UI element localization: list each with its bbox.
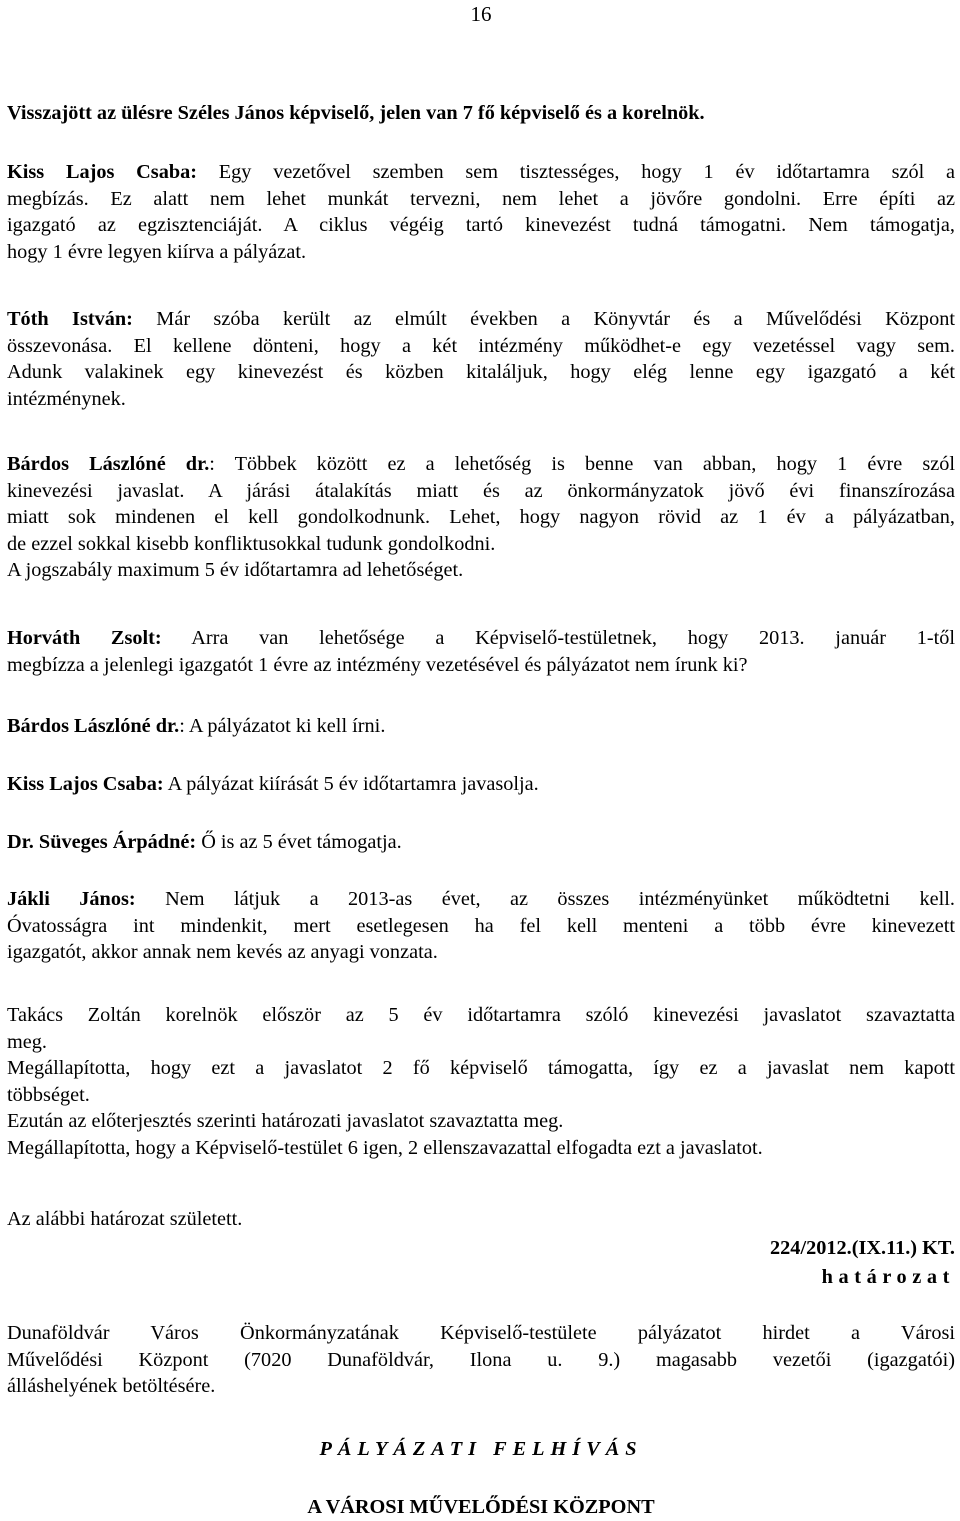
text-line: A jogszabály maximum 5 év időtartamra ad lehetőséget. xyxy=(7,559,464,581)
text-line: álláshelyének betöltésére. xyxy=(7,1375,216,1397)
speaker-name: Tóth István: xyxy=(7,308,133,330)
speaker-name: Jákli János: xyxy=(7,888,136,910)
text-line: megbízza a jelenlegi igazgatót 1 évre az intézmény vezetésével és pályázatot nem írunk ki? xyxy=(7,653,748,676)
text-line: igazgatót, akkor annak nem kevés az anyagi vonzata. xyxy=(7,941,438,963)
text-line: Megállapította, hogy ezt a javaslatot 2 fő képviselő támogatta, így ez a javaslat nem kapott xyxy=(7,1057,955,1079)
text-segment: : Többek között ez a lehetőség is benne van abban, hogy 1 évre szól xyxy=(209,453,955,475)
speaker-name: Bárdos Lászlóné dr. xyxy=(7,715,180,737)
text-segment: Már szóba került az elmúlt években a Könyvtár és a Művelődési Központ xyxy=(156,308,955,330)
text-line: Dunaföldvár Város Önkormányzatának Képviselő-testülete pályázatot hirdet a Városi xyxy=(7,1322,955,1344)
resolution-label: határozat xyxy=(821,1266,955,1288)
text-line: összevonása. El kellene dönteni, hogy a két intézmény működhet-e egy vezetéssel vagy sem. xyxy=(7,334,955,357)
speaker-name: Bárdos Lászlóné dr. xyxy=(7,453,210,475)
text-line: Takács Zoltán korelnök először az 5 év időtartamra szóló kinevezési javaslatot szavaztatta xyxy=(7,1004,955,1026)
text-line: Adunk valakinek egy kinevezést és közben kitaláljuk, hogy elég lenne egy igazgató a két xyxy=(7,361,955,383)
call-title: PÁLYÁZATI FELHÍVÁS xyxy=(319,1438,643,1460)
text-line: igazgató az egzisztenciáját. A ciklus végéig tartó kinevezést tudná támogatni. Nem támogatja, xyxy=(7,214,955,236)
speaker-name: Kiss Lajos Csaba: xyxy=(7,161,198,183)
text-line: Művelődési Központ (7020 Dunaföldvár, Ilona u. 9.) magasabb vezetői (igazgatói) xyxy=(7,1348,955,1371)
institution-title: A VÁROSI MŰVELŐDÉSI KÖZPONT xyxy=(307,1496,655,1518)
text-line: Visszajött az ülésre Széles János képviselő, jelen van 7 fő képviselő és a korelnök. xyxy=(7,102,705,124)
paragraph-resolution-intro xyxy=(7,1206,955,1233)
text-line: de ezzel sokkal kisebb konfliktusokkal tudunk gondolkodni. xyxy=(7,532,496,555)
paragraph-horvath xyxy=(7,625,955,678)
text-segment: Egy vezetővel szemben sem tisztességes, hogy 1 év időtartamra szól a xyxy=(218,161,955,183)
paragraph-suveges xyxy=(7,829,955,856)
text-segment: Ő is az 5 évet támogatja. xyxy=(201,831,402,853)
text-line: miatt sok mindenen el kell gondolkodnunk. Lehet, hogy nagyon rövid az 1 év a pályázatban, xyxy=(7,506,955,528)
paragraph-bardos-1 xyxy=(7,451,955,584)
speaker-name: Horváth Zsolt: xyxy=(7,627,162,649)
paragraph-jakli xyxy=(7,886,955,966)
text-line: meg. xyxy=(7,1030,47,1053)
paragraph-kiss-2 xyxy=(7,771,955,798)
text-line: Ezután az előterjesztés szerinti határozati javaslatot szavaztatta meg. xyxy=(7,1110,564,1132)
text-segment: Nem látjuk a 2013-as évet, az összes intézményünket működtetni kell. xyxy=(165,888,955,910)
paragraph-call xyxy=(7,1320,955,1400)
paragraph-bardos-2 xyxy=(7,713,955,740)
text-line: Megállapította, hogy a Képviselő-testület 6 igen, 2 ellenszavazattal elfogadta ezt a javaslatot. xyxy=(7,1136,763,1159)
page-number: 16 xyxy=(470,2,492,26)
text-segment: Arra van lehetősége a Képviselő-testületnek, hogy 2013. január 1-től xyxy=(191,627,955,649)
text-line: többséget. xyxy=(7,1083,90,1106)
paragraph-voting xyxy=(7,1002,955,1161)
text-segment: A pályázat kiírását 5 év időtartamra javasolja. xyxy=(167,773,539,795)
text-line: megbízás. Ez alatt nem lehet munkát tervezni, nem lehet a jövőre gondolni. Erre építi az xyxy=(7,187,955,210)
speaker-name: Kiss Lajos Csaba: xyxy=(7,773,164,795)
resolution-number: 224/2012.(IX.11.) KT. xyxy=(770,1237,955,1259)
paragraph-toth xyxy=(7,306,955,412)
text-line: Óvatosságra int mindenkit, mert esetlegesen ha fel kell menteni a több évre kinevezett xyxy=(7,914,955,937)
text-line: intézménynek. xyxy=(7,387,126,410)
text-line: Az alábbi határozat született. xyxy=(7,1208,243,1230)
paragraph-return xyxy=(7,100,955,127)
text-segment: : A pályázatot ki kell írni. xyxy=(179,715,386,737)
paragraph-kiss-1 xyxy=(7,159,955,265)
speaker-name: Dr. Süveges Árpádné: xyxy=(7,831,197,853)
text-line: hogy 1 évre legyen kiírva a pályázat. xyxy=(7,240,307,263)
text-line: kinevezési javaslat. A járási átalakítás miatt és az önkormányzatok jövő évi finanszírozása xyxy=(7,479,955,502)
